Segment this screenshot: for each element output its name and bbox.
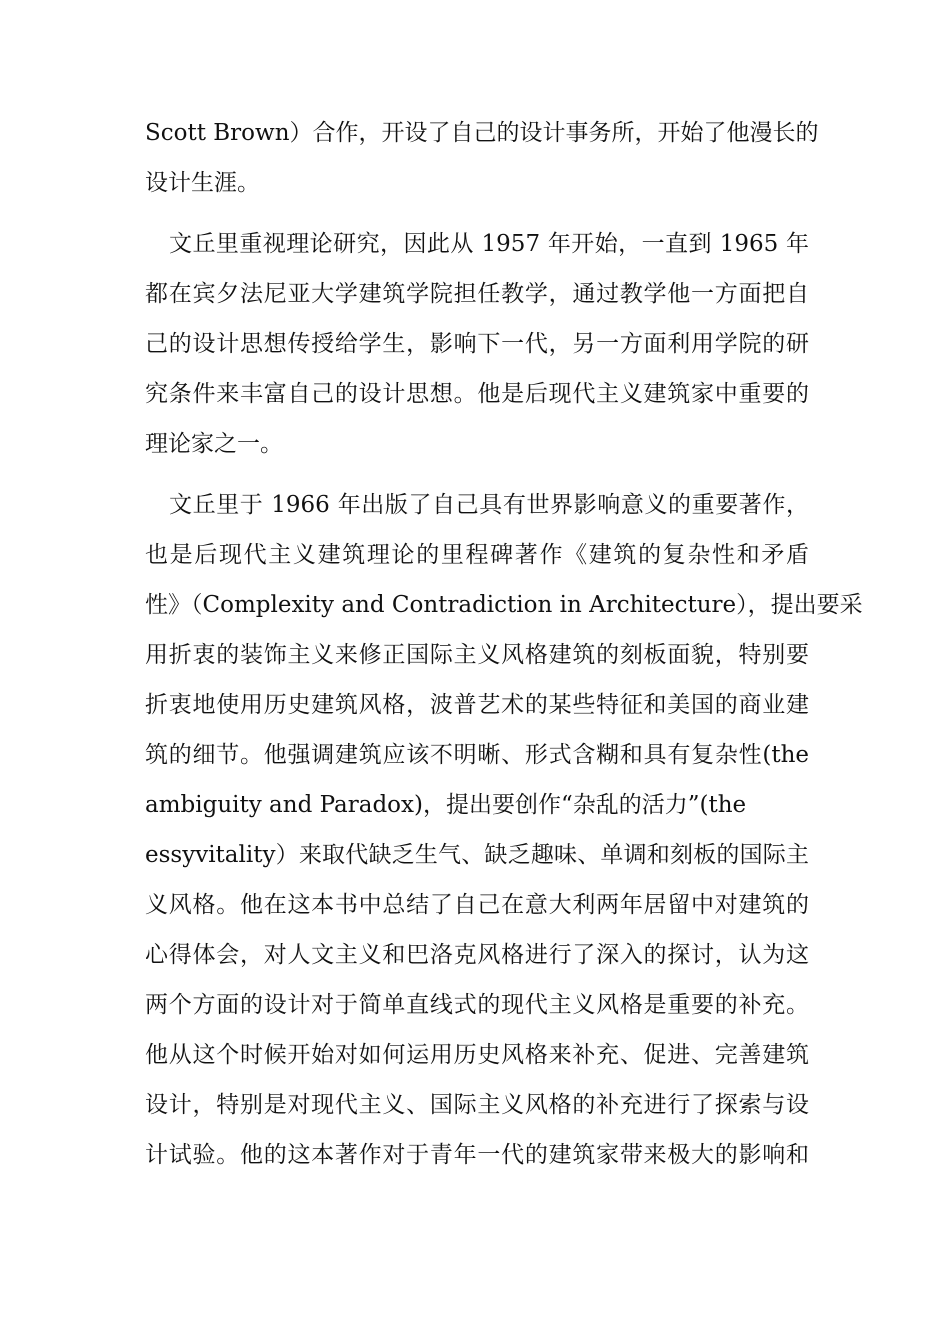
text-line: 设计生涯。 [145, 170, 260, 196]
text-line: 筑的细节。他强调建筑应该不明晰、形式含糊和具有复杂性(the [145, 742, 809, 768]
text-line: 理论家之一。 [145, 431, 283, 457]
text-line: 两个方面的设计对于简单直线式的现代主义风格是重要的补充。 [145, 992, 809, 1018]
text-line: 究条件来丰富自己的设计思想。他是后现代主义建筑家中重要的 [145, 381, 809, 407]
text-line: essyvitality）来取代缺乏生气、缺乏趣味、单调和刻板的国际主 [145, 842, 809, 868]
body-text [145, 108, 863, 1180]
text-line: 义风格。他在这本书中总结了自己在意大利两年居留中对建筑的 [145, 892, 809, 918]
text-line: 他从这个时候开始对如何运用历史风格来补充、促进、完善建筑 [145, 1042, 809, 1068]
text-line: 文丘里重视理论研究，因此从 1957 年开始，一直到 1965 年 [169, 231, 809, 257]
text-line: 己的设计思想传授给学生，影响下一代，另一方面利用学院的研 [145, 331, 809, 357]
text-line: 文丘里于 1966 年出版了自己具有世界影响意义的重要著作， [169, 492, 809, 518]
text-line: Scott Brown）合作，开设了自己的设计事务所，开始了他漫长的 [145, 120, 819, 146]
text-line: 用折衷的装饰主义来修正国际主义风格建筑的刻板面貌，特别要 [145, 642, 809, 668]
text-line: 也是后现代主义建筑理论的里程碑著作《建筑的复杂性和矛盾 [145, 542, 809, 568]
text-line: 设计，特别是对现代主义、国际主义风格的补充进行了探索与设 [145, 1092, 809, 1118]
text-line: ambiguity and Paradox)，提出要创作“杂乱的活力”(the [145, 792, 747, 818]
text-line: 折衷地使用历史建筑风格，波普艺术的某些特征和美国的商业建 [145, 692, 809, 718]
text-line: 性》（Complexity and Contradiction in Architecture），提出要采 [145, 592, 863, 618]
text-line: 心得体会，对人文主义和巴洛克风格进行了深入的探讨，认为这 [145, 942, 809, 968]
text-line: 都在宾夕法尼亚大学建筑学院担任教学，通过教学他一方面把自 [145, 281, 809, 307]
text-line: 计试验。他的这本著作对于青年一代的建筑家带来极大的影响和 [145, 1142, 809, 1168]
